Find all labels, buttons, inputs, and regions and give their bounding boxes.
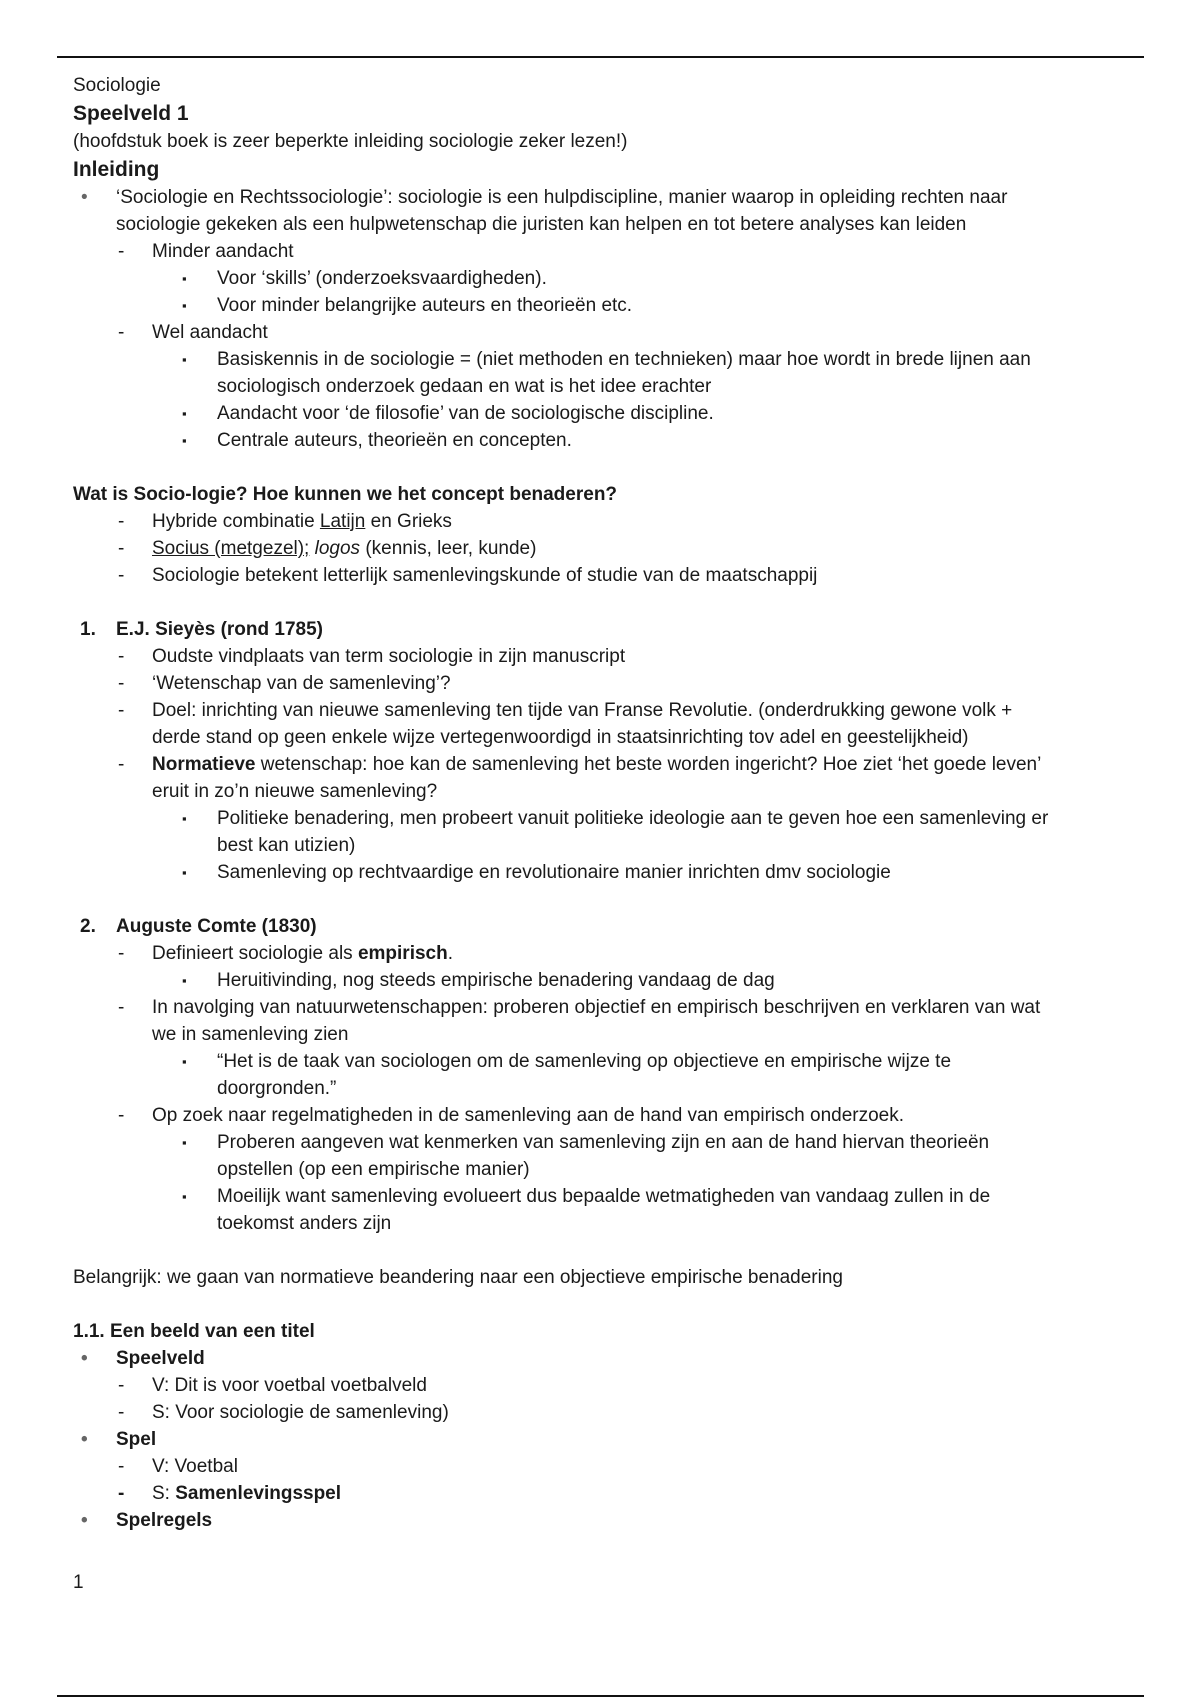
square-item-cont: sociologisch onderzoek gedaan en wat is het idee erachter [217,376,712,397]
bullet-item: • Speelveld [73,1345,1133,1372]
square-item-cont: opstellen (op een empirische manier) [217,1159,530,1180]
heading-comte: 2. Auguste Comte (1830) [73,913,1133,940]
dash-marker: - [118,565,125,586]
belangrijk-note: Belangrijk: we gaan van normatieve beandering naar een objectieve empirische benadering [73,1267,843,1288]
bullet-item: • Spel [73,1426,1133,1453]
dash-marker: - [118,673,125,694]
bullet-marker: • [81,1429,88,1450]
dash-item: - Sociologie betekent letterlijk samenlevingskunde of studie van de maatschappij [73,562,1133,589]
dash-item: - S: Voor sociologie de samenleving) [73,1399,1133,1426]
top-rule [57,56,1144,58]
square-item: ▪ Heruitivinding, nog steeds empirische benadering vandaag de dag [73,967,1133,994]
square-item: ▪ Voor minder belangrijke auteurs en theorieën etc. [73,292,1133,319]
dash-marker: - [118,1402,125,1423]
dash-marker: - [118,241,125,262]
square-item: ▪ Moeilijk want samenleving evolueert dus bepaalde wetmatigheden van vandaag zullen in de [73,1183,1133,1210]
square-marker: ▪ [182,352,187,367]
square-item-cont: toekomst anders zijn [217,1213,392,1234]
dash-item: - V: Voetbal [73,1453,1133,1480]
square-marker: ▪ [182,298,187,313]
dash-marker: - [118,943,125,964]
square-item: ▪ Politieke benadering, men probeert vanuit politieke ideologie aan te geven hoe een samenleving er [73,805,1133,832]
square-item: ▪ Voor ‘skills’ (onderzoeksvaardigheden). [73,265,1133,292]
dash-item: - Oudste vindplaats van term sociologie in zijn manuscript [73,643,1133,670]
square-marker: ▪ [182,406,187,421]
dash-item: - V: Dit is voor voetbal voetbalveld [73,1372,1133,1399]
heading-beeld-titel: 1.1. Een beeld van een titel [73,1321,315,1342]
square-item: ▪ Proberen aangeven wat kenmerken van samenleving zijn en aan de hand hiervan theorieën [73,1129,1133,1156]
dash-item-cont: eruit in zo’n nieuwe samenleving? [152,781,438,802]
square-marker: ▪ [182,271,187,286]
square-item: ▪ “Het is de taak van sociologen om de samenleving op objectieve en empirische wijze te [73,1048,1133,1075]
dash-item: - Minder aandacht [73,238,1133,265]
bullet-marker: • [81,187,88,208]
bullet-item: • Spelregels [73,1507,1133,1534]
square-marker: ▪ [182,433,187,448]
page-number: 1 [73,1572,84,1593]
square-marker: ▪ [182,811,187,826]
bullet-marker: • [81,1510,88,1531]
dash-marker: - [118,1483,125,1504]
course-label: Sociologie [73,75,161,96]
square-marker: ▪ [182,1189,187,1204]
dash-item: - Socius (metgezel); logos (kennis, leer, kunde) [73,535,1133,562]
square-marker: ▪ [182,1135,187,1150]
heading-wat-is-sociologie: Wat is Socio-logie? Hoe kunnen we het concept benaderen? [73,484,618,505]
heading-sieyes: 1. E.J. Sieyès (rond 1785) [73,616,1133,643]
doc-title: Speelveld 1 [73,102,189,125]
dash-item: - In navolging van natuurwetenschappen: proberen objectief en empirisch beschrijven en verklaren van wat [73,994,1133,1021]
dash-item: - Normatieve wetenschap: hoe kan de samenleving het beste worden ingericht? Hoe ziet ‘het goede leven’ [73,751,1133,778]
dash-marker: - [118,997,125,1018]
dash-marker: - [118,1375,125,1396]
square-marker: ▪ [182,865,187,880]
dash-item: - Hybride combinatie Latijn en Grieks [73,508,1133,535]
square-item: ▪ Basiskennis in de sociologie = (niet methoden en technieken) maar hoe wordt in brede lijnen aan [73,346,1133,373]
bottom-rule [57,1695,1144,1697]
list-number: 2. [80,916,96,937]
square-marker: ▪ [182,1054,187,1069]
bullet-marker: • [81,1348,88,1369]
dash-item: - ‘Wetenschap van de samenleving’? [73,670,1133,697]
intro-note: (hoofdstuk boek is zeer beperkte inleiding sociologie zeker lezen!) [73,131,628,152]
dash-item: - Op zoek naar regelmatigheden in de samenleving aan de hand van empirisch onderzoek. [73,1102,1133,1129]
dash-item: - Definieert sociologie als empirisch. [73,940,1133,967]
square-item-cont: doorgronden.” [217,1078,337,1099]
dash-marker: - [118,1105,125,1126]
dash-marker: - [118,511,125,532]
square-item: ▪ Samenleving op rechtvaardige en revolutionaire manier inrichten dmv sociologie [73,859,1133,886]
dash-item-cont: we in samenleving zien [152,1024,349,1045]
dash-marker: - [118,700,125,721]
document-page [73,72,1133,1534]
dash-item: - Wel aandacht [73,319,1133,346]
list-number: 1. [80,619,96,640]
square-item: ▪ Aandacht voor ‘de filosofie’ van de sociologische discipline. [73,400,1133,427]
dash-marker: - [118,1456,125,1477]
square-item-cont: best kan utizien) [217,835,356,856]
dash-marker: - [118,538,125,559]
dash-item: - Doel: inrichting van nieuwe samenleving ten tijde van Franse Revolutie. (onderdrukking gewone volk + [73,697,1133,724]
dash-marker: - [118,754,125,775]
square-item: ▪ Centrale auteurs, theorieën en concepten. [73,427,1133,454]
dash-marker: - [118,646,125,667]
dash-item-cont: derde stand op geen enkele wijze vertegenwoordigd in staatsinrichting tov adel en geestelijkheid) [152,727,969,748]
dash-item: - S: Samenlevingsspel [73,1480,1133,1507]
bullet-item: • ‘Sociologie en Rechtssociologie’: sociologie is een hulpdiscipline, manier waarop in opleiding rechten naar [73,184,1133,211]
heading-inleiding: Inleiding [73,158,160,181]
dash-marker: - [118,322,125,343]
bullet-item-cont: sociologie gekeken als een hulpwetenschap die juristen kan helpen en tot betere analyses kan leiden [116,214,967,235]
square-marker: ▪ [182,973,187,988]
